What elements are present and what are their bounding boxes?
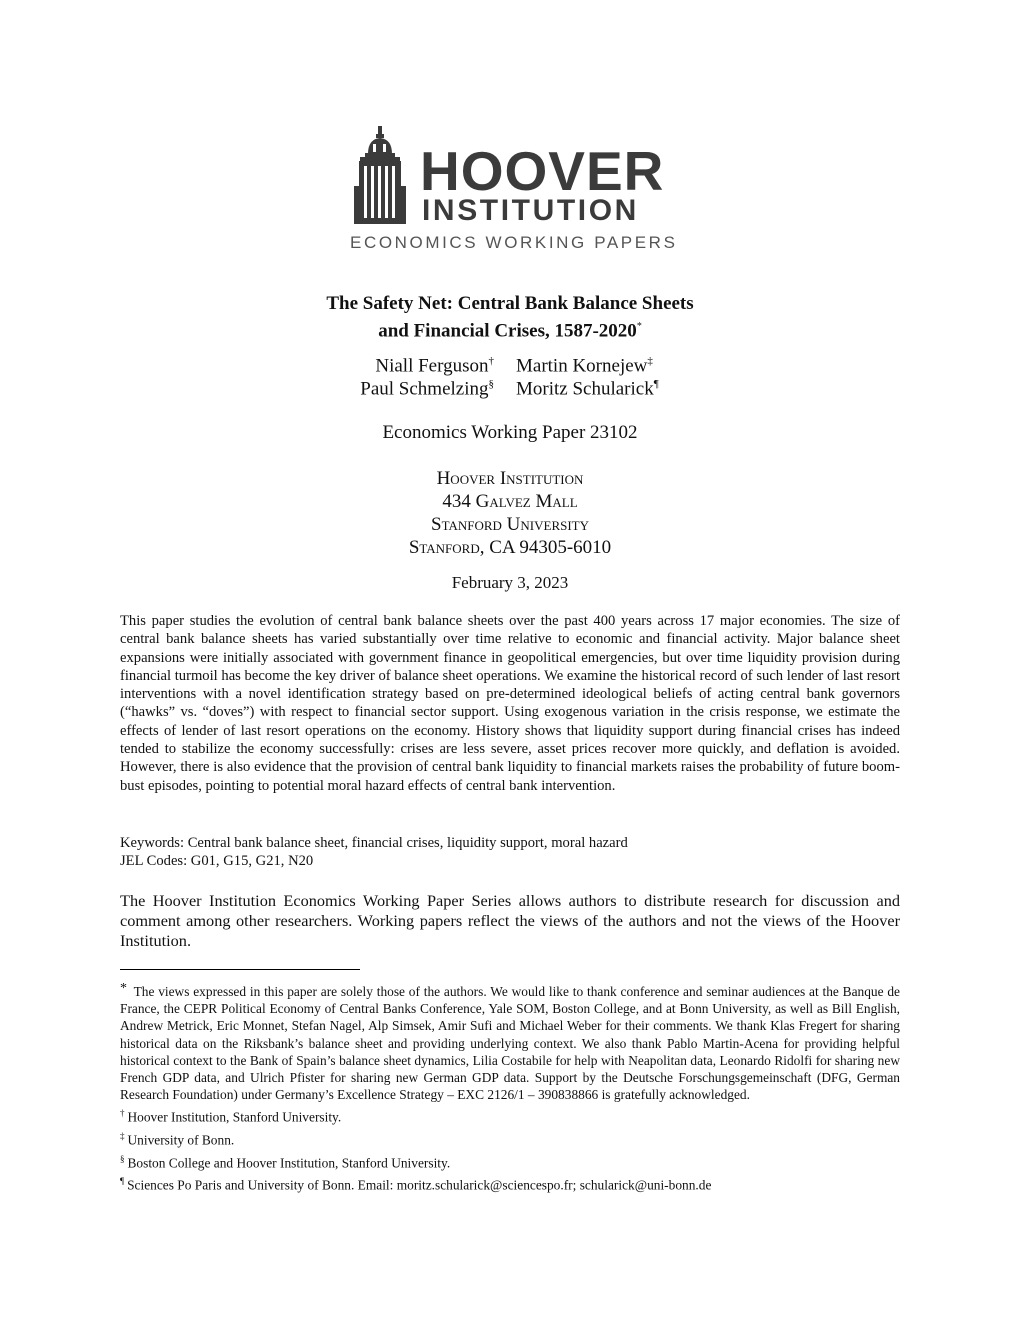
author-3 (360, 373, 494, 400)
series-note: The Hoover Institution Economics Working Paper Series allows authors to distribute research for discussion and comment among other researchers. Working papers reflect the views of the authors and not the views of the Hoover Institution. (120, 891, 900, 950)
footnote-1 (120, 980, 900, 1103)
title-footnote-mark: * (636, 321, 642, 332)
keywords: Keywords: Central bank balance sheet, financial crises, liquidity support, moral hazard (120, 835, 628, 851)
footnote-3-mark: ‡ (120, 1131, 125, 1142)
author-4-name: Moritz Schularick (516, 378, 654, 400)
author-2-mark: ‡ (647, 355, 653, 367)
working-paper-number: Economics Working Paper 23102 (382, 422, 638, 443)
author-3-name: Paul Schmelzing (360, 378, 489, 400)
footnote-5-text: Sciences Po Paris and University of Bonn. Email: moritz.schularick@sciencespo.fr; schularick@uni-bonn.de (127, 1177, 712, 1193)
footnote-4-mark: § (120, 1153, 125, 1164)
author-1-mark: † (488, 355, 494, 367)
footnote-4-text: Boston College and Hoover Institution, Stanford University. (127, 1155, 451, 1171)
paper-title (0, 292, 1020, 342)
author-4-mark: ¶ (653, 378, 659, 390)
footnote-4 (120, 1151, 900, 1172)
author-2-name: Martin Kornejew (516, 355, 648, 377)
footnote-1-text: The views expressed in this paper are solely those of the authors. We would like to thank conference and seminar audiences at the Banque de France, the CEPR Political Economy of Central Banks Conference, Yale SOM, Boston College, and at Bonn University, as well as Bill English, Andrew Metrick, Eric Monnet, Stefan Nagel, Alp Simsek, Amir Sufi and Michael Weber for their comments. We thank Klas Fregert for sharing historical data on the Riksbank’s balance sheet and providing underlying context. We also thank Pablo Martin-Acena for providing helpful historical context to the Bank of Spain’s balance sheet dynamics, Lilia Costabile for help with Neapolitan data, Leonardo Ridolfi for sharing new French GDP data, and Ulrich Pfister for sharing new German GDP data. Support by the Deutsche Forschungsgemeinschaft (DFG, German Research Foundation) under Germany’s Excellence Strategy – EXC 2126/1 – 390838866 is gratefully acknowledged. (120, 984, 900, 1103)
title-line-2-text: and Financial Crises, 1587-2020 (378, 320, 637, 342)
title-line-2 (0, 315, 1020, 342)
keywords-block (120, 834, 900, 871)
hoover-logo (350, 126, 680, 254)
footnote-2-text: Hoover Institution, Stanford University. (127, 1109, 342, 1125)
author-list (0, 350, 1020, 400)
title-line-1: The Safety Net: Central Bank Balance Sheets (326, 293, 694, 314)
abstract: This paper studies the evolution of central bank balance sheets over the past 400 years across 17 major economies. The size of central bank balance sheets has varied substantially over time relative to economic and financial activity. Major balance sheet expansions were initially associated with government finance in geopolitical emergencies, but over time liquidity provision during financial turmoil has become the key driver of balance sheet operations. We examine the historical record of such lender of last resort interventions with a novel identification strategy based on pre-determined ideological beliefs of acting central bank governors (“hawks” vs. “doves”) with respect to financial sector support. Using exogenous variation in the crisis response, we estimate the effects of lender of last resort operations on the economy. History shows that liquidity support during financial crises has indeed tended to stabilize the economy successfully: crises are less severe, asset prices recover more quickly, and deflation is avoided. However, there is also evidence that the provision of central bank liquidity to financial markets raises the probability of future boom-bust episodes, pointing to potential moral hazard effects of central bank intervention. (120, 613, 900, 794)
footnote-3 (120, 1128, 900, 1149)
footnote-1-mark: * (120, 981, 127, 996)
footnote-5-mark: ¶ (120, 1176, 125, 1187)
author-1-name: Niall Ferguson (375, 355, 489, 377)
footnote-5 (120, 1173, 900, 1194)
footnote-2-mark: † (120, 1108, 125, 1119)
footnote-2 (120, 1105, 900, 1126)
logo-series-name: ECONOMICS WORKING PAPERS (350, 233, 678, 252)
paper-date: February 3, 2023 (451, 573, 569, 592)
address-city: Stanford, (408, 537, 485, 558)
hoover-tower-icon (350, 126, 414, 224)
jel-codes: JEL Codes: G01, G15, G21, N20 (120, 853, 314, 870)
address-line-3: Stanford University (431, 514, 589, 535)
logo-name-line1: HOOVER (420, 140, 665, 202)
author-3-mark: § (488, 378, 494, 390)
author-4 (516, 373, 659, 400)
logo-name-line2: INSTITUTION (422, 194, 639, 227)
footnotes (120, 980, 900, 1196)
address-line-2: 434 Galvez Mall (442, 491, 578, 512)
footnote-divider (120, 969, 360, 970)
footnote-3-text: University of Bonn. (127, 1132, 235, 1148)
address-line-4 (0, 536, 1020, 559)
address-line-1: Hoover Institution (436, 468, 584, 489)
institution-address (0, 467, 1020, 559)
address-state-zip: CA 94305-6010 (484, 537, 612, 558)
